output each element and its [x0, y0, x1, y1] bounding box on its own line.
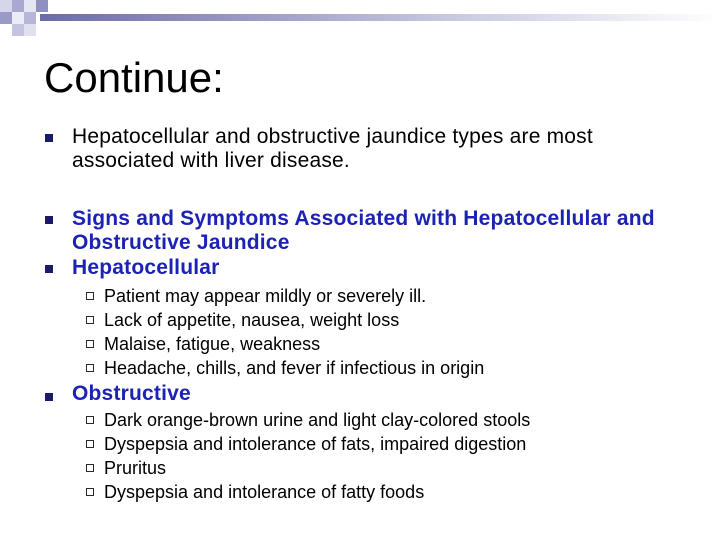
- sub-item: Patient may appear mildly or severely ill.: [104, 286, 427, 306]
- square-bullet-icon: [45, 265, 53, 273]
- bullet-heading-signs-symptoms: Signs and Symptoms Associated with Hepatocellular and Obstructive Jaundice: [72, 207, 655, 254]
- sub-item: Dark orange-brown urine and light clay-colored stools: [104, 410, 531, 430]
- square-bullet-icon: [45, 216, 53, 224]
- slide-title: Continue:: [44, 54, 224, 101]
- header-decoration: [0, 0, 720, 45]
- hollow-square-bullet-icon: [86, 464, 94, 472]
- bullet-text-hepatocellular-obstructive: Hepatocellular and obstructive jaundice types are most associated with liver disease.: [72, 125, 593, 172]
- sub-item: Malaise, fatigue, weakness: [104, 334, 321, 354]
- hollow-square-bullet-icon: [86, 488, 94, 496]
- sub-item: Dyspepsia and intolerance of fats, impaired digestion: [104, 434, 527, 454]
- sub-item: Headache, chills, and fever if infectious in origin: [104, 358, 485, 378]
- hollow-square-bullet-icon: [86, 440, 94, 448]
- hollow-square-bullet-icon: [86, 416, 94, 424]
- square-bullet-icon: [45, 134, 53, 142]
- bullet-heading-hepatocellular: Hepatocellular: [72, 256, 220, 279]
- hollow-square-bullet-icon: [86, 292, 94, 300]
- sub-item: Dyspepsia and intolerance of fatty foods: [104, 482, 425, 502]
- sub-item: Pruritus: [104, 458, 167, 478]
- hollow-square-bullet-icon: [86, 316, 94, 324]
- bullet-heading-obstructive: Obstructive: [72, 382, 191, 405]
- hollow-square-bullet-icon: [86, 364, 94, 372]
- hollow-square-bullet-icon: [86, 340, 94, 348]
- square-bullet-icon: [45, 393, 53, 401]
- sub-item: Lack of appetite, nausea, weight loss: [104, 310, 400, 330]
